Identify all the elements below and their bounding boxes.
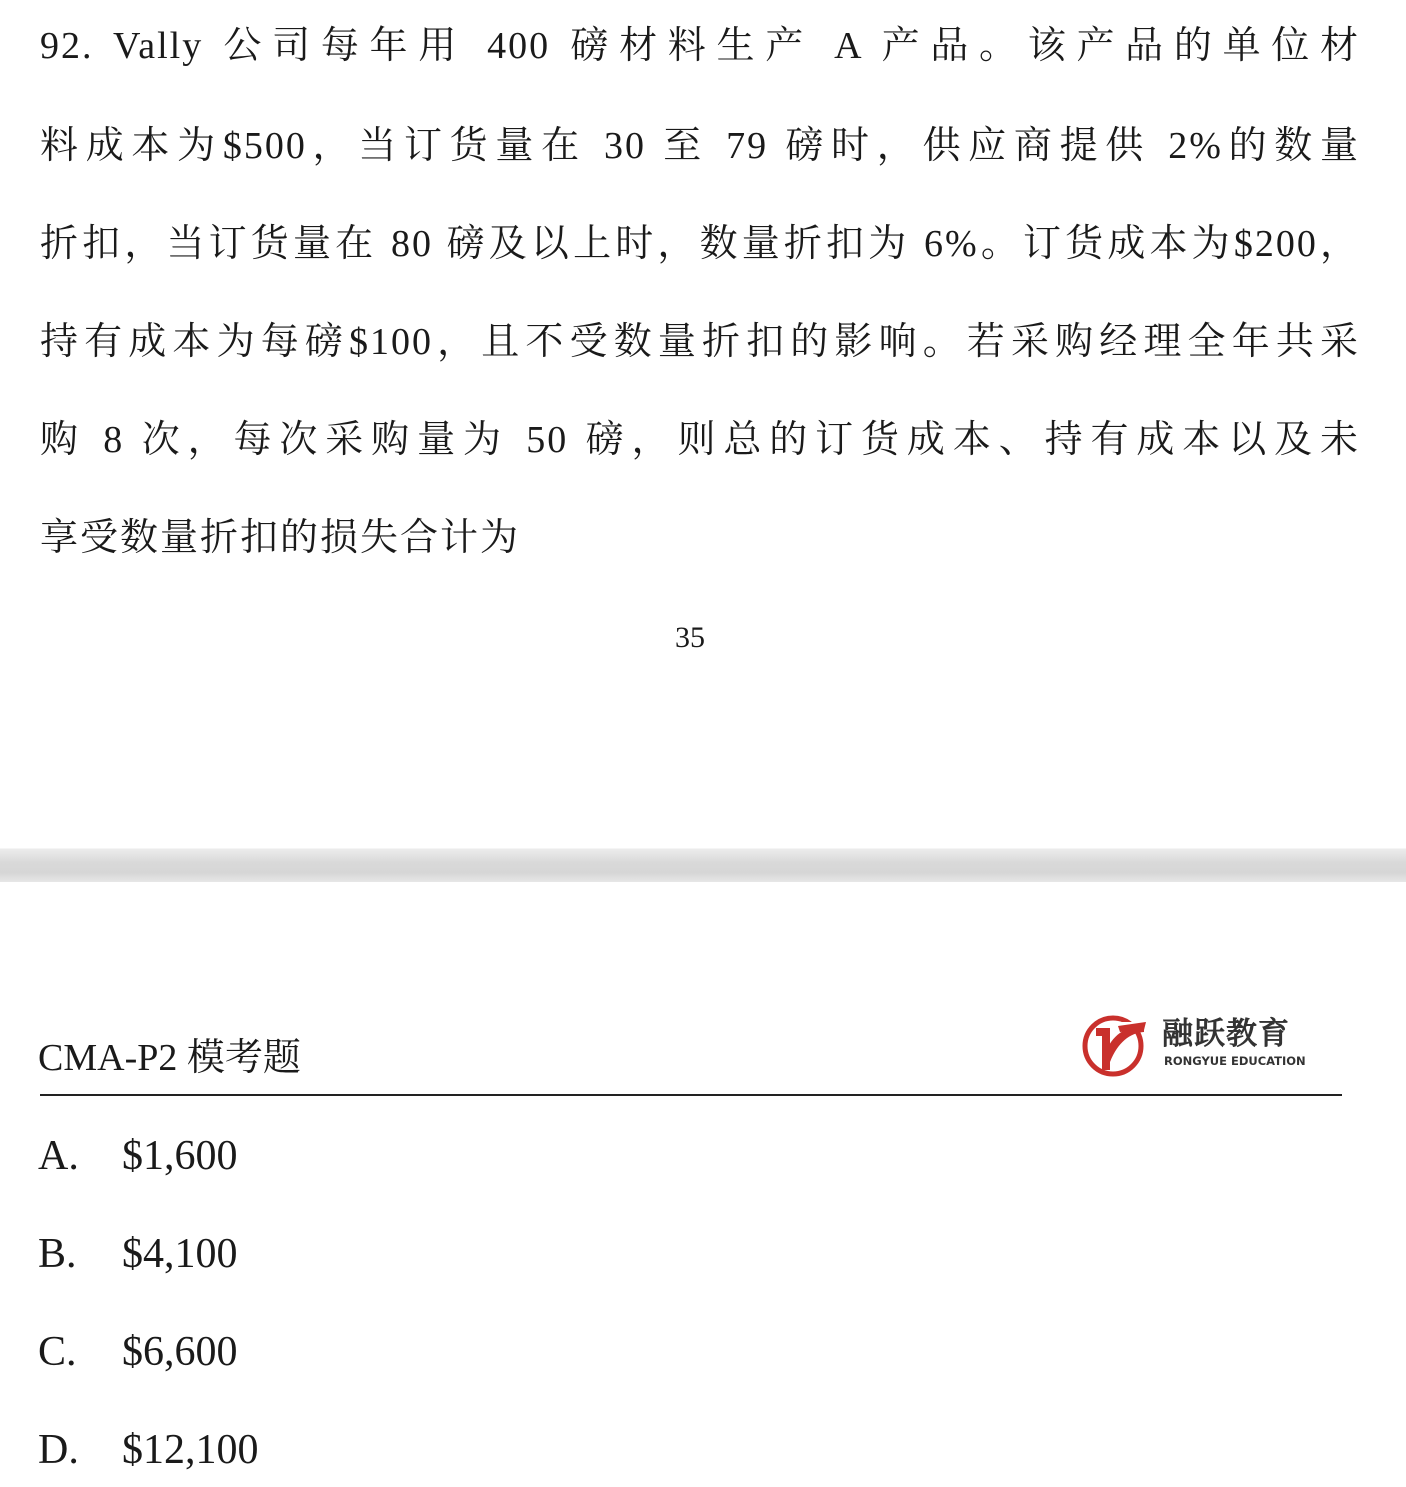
question-line-5: 购 8 次，每次采购量为 50 磅，则总的订货成本、持有成本以及未 — [40, 419, 1360, 461]
option-d[interactable] — [38, 1424, 259, 1476]
option-text: $4,100 — [122, 1231, 238, 1277]
option-letter: C. — [38, 1329, 77, 1375]
option-b[interactable] — [38, 1228, 238, 1280]
option-text: $12,100 — [122, 1427, 259, 1473]
question-line-3: 折扣，当订货量在 80 磅及以上时，数量折扣为 6%。订货成本为$200， — [40, 223, 1360, 265]
header-divider — [40, 1094, 1342, 1096]
option-text: $1,600 — [122, 1133, 238, 1179]
question-line-2: 料成本为$500，当订货量在 30 至 79 磅时，供应商提供 2%的数量 — [40, 125, 1360, 167]
option-text: $6,600 — [122, 1329, 238, 1375]
option-letter: D. — [38, 1427, 79, 1473]
option-letter: B. — [38, 1231, 77, 1277]
question-line-1: 92. Vally 公司每年用 400 磅材料生产 A 产品。该产品的单位材 — [40, 25, 1360, 67]
option-letter: A. — [38, 1133, 79, 1179]
page-number: 35 — [675, 621, 705, 654]
page-36 — [0, 882, 1406, 1487]
rongyue-logo — [1080, 1010, 1320, 1082]
question-line-6: 享受数量折扣的损失合计为 — [40, 517, 521, 559]
question-line-4: 持有成本为每磅$100，且不受数量折扣的影响。若采购经理全年共采 — [40, 321, 1360, 363]
rongyue-logo-icon — [1080, 1012, 1146, 1078]
page-separator — [0, 848, 1406, 884]
logo-chinese-text: 融跃教育 — [1162, 1016, 1290, 1052]
option-c[interactable] — [38, 1326, 238, 1378]
page-header-title: CMA-P2 模考题 — [38, 1037, 301, 1079]
option-a[interactable] — [38, 1130, 238, 1182]
logo-english-text: RONGYUE EDUCATION — [1164, 1054, 1306, 1068]
